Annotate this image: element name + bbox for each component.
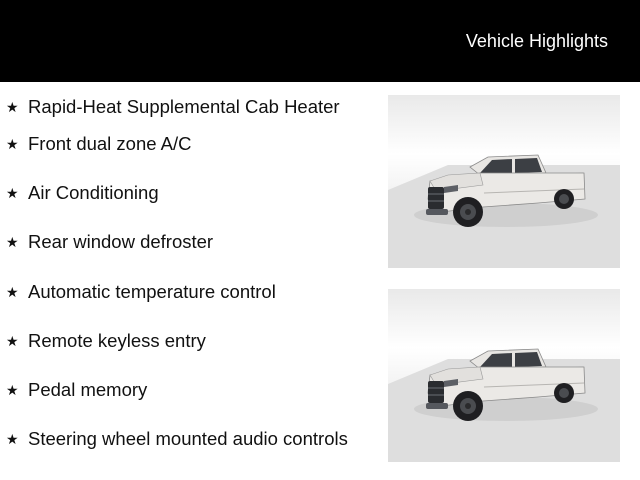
- feature-item: [6, 119, 348, 168]
- header-bar: [0, 0, 640, 82]
- feature-item: [6, 316, 348, 365]
- feature-item: [6, 168, 348, 217]
- star-icon: ★: [6, 283, 19, 300]
- star-icon: ★: [6, 431, 19, 448]
- feature-item: [6, 267, 348, 316]
- feature-item: [6, 365, 348, 414]
- feature-label: Front dual zone A/C: [28, 132, 192, 154]
- star-icon: ★: [6, 332, 19, 349]
- feature-label: Remote keyless entry: [28, 329, 206, 351]
- feature-label: Automatic temperature control: [28, 280, 276, 302]
- feature-item: [6, 218, 348, 267]
- truck-image: [388, 95, 620, 268]
- vehicle-photo[interactable]: [388, 289, 620, 462]
- feature-list: [6, 95, 348, 464]
- feature-label: Rear window defroster: [28, 231, 214, 253]
- star-icon: ★: [6, 184, 19, 201]
- feature-label: Steering wheel mounted audio controls: [28, 428, 348, 450]
- star-icon: ★: [6, 99, 19, 115]
- vehicle-photo[interactable]: [388, 95, 620, 268]
- star-icon: ★: [6, 234, 19, 251]
- feature-label: Pedal memory: [28, 379, 148, 401]
- page-title: Vehicle Highlights: [465, 31, 608, 51]
- truck-image: [388, 289, 620, 462]
- feature-item: [6, 415, 348, 464]
- feature-label: Rapid-Heat Supplemental Cab Heater: [28, 96, 340, 117]
- star-icon: ★: [6, 135, 19, 152]
- feature-item: [6, 95, 348, 119]
- feature-label: Air Conditioning: [28, 181, 159, 203]
- star-icon: ★: [6, 382, 19, 399]
